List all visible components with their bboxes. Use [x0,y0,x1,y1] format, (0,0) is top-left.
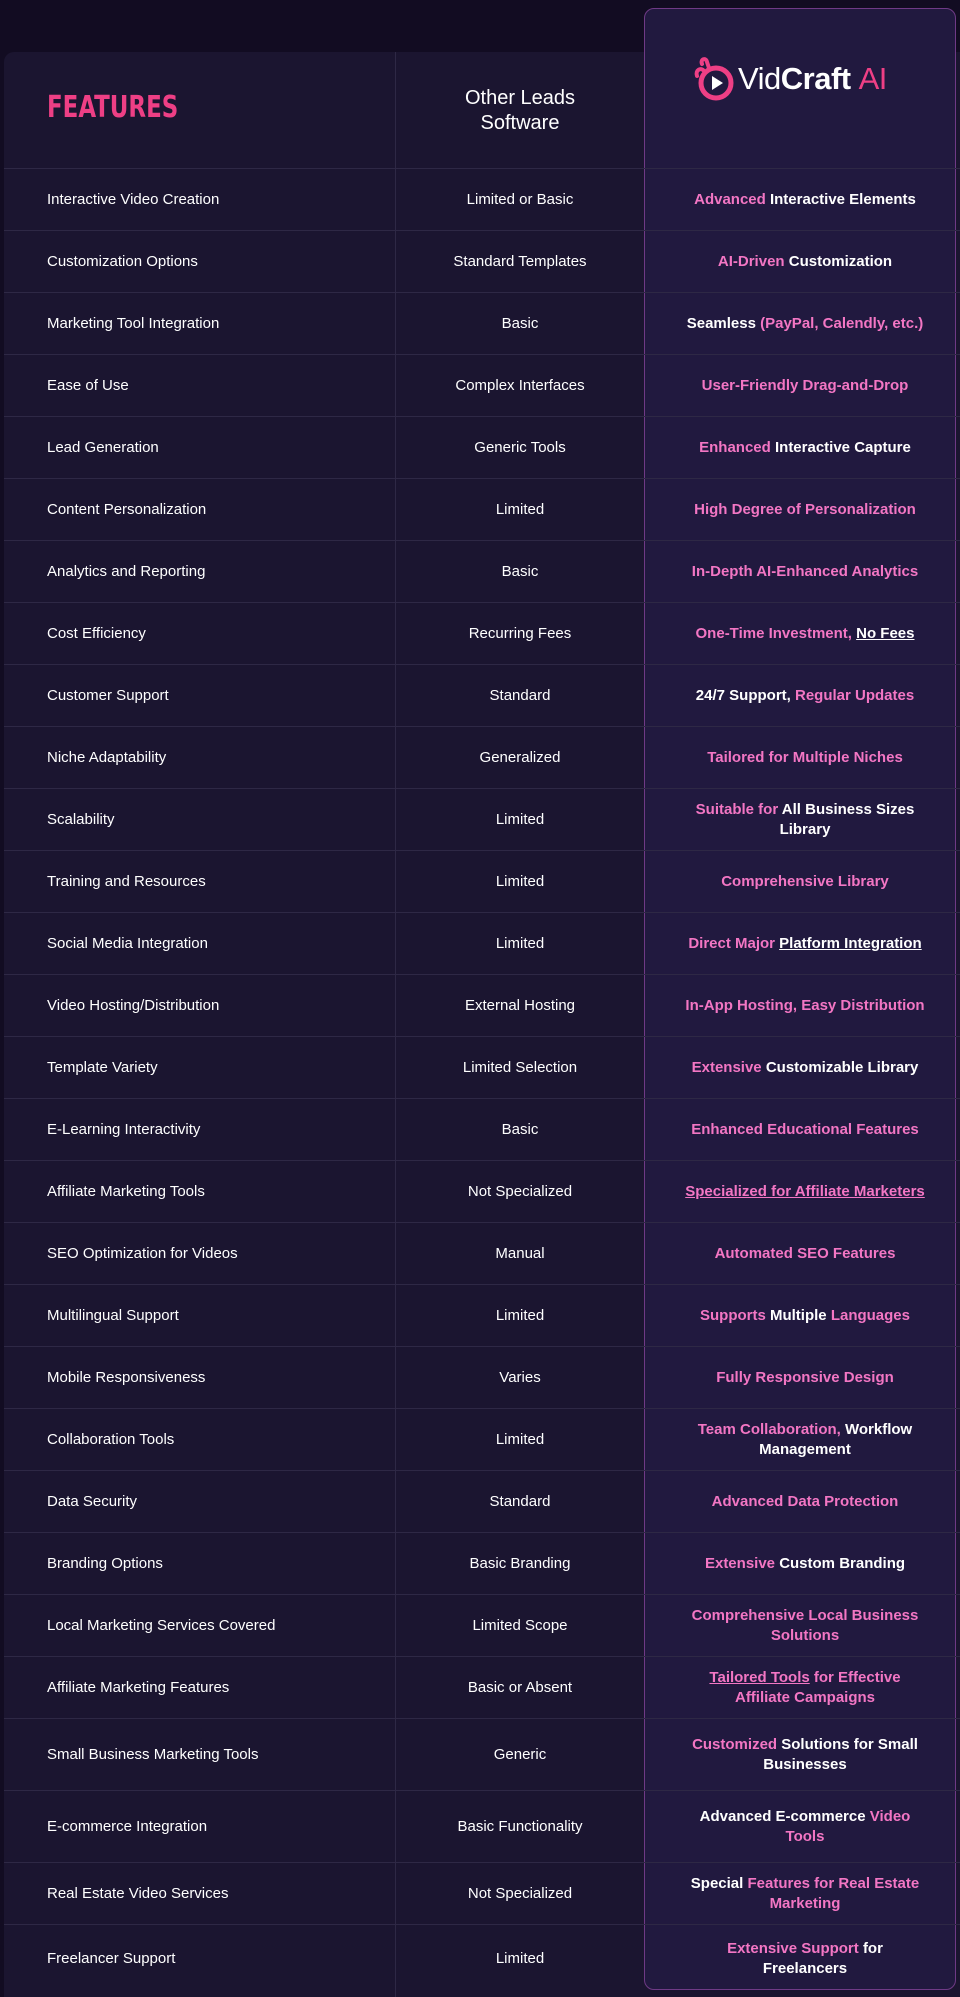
feature-name: SEO Optimization for Videos [47,1245,238,1262]
vidcraft-value-segment: 24/7 Support, [695,686,795,704]
feature-name: Multilingual Support [47,1307,179,1324]
other-software-value: Not Specialized [467,1885,573,1902]
logo-wordmark [738,61,887,97]
vidcraft-value-segment: Interactive Capture [774,438,911,456]
vidcraft-value [684,665,926,726]
other-software-value: Basic Branding [469,1555,571,1572]
table-row [4,478,960,540]
vidcraft-logo [692,56,887,102]
logo-craft: Craft [780,61,851,96]
other-software-value: Basic [501,1121,539,1138]
feature-name: Interactive Video Creation [47,191,220,208]
other-software-value: Standard [489,1493,551,1510]
vidcraft-value [684,1595,926,1656]
other-software-value: Limited [495,1431,545,1448]
other-heading-line1: Other Leads [464,87,576,109]
vidcraft-value-segment: Advanced E-commerce [699,1807,870,1825]
vidcraft-value-text [712,1492,899,1512]
table-row [4,354,960,416]
vidcraft-value-segment: Tailored for Multiple Niches [707,748,903,766]
vidcraft-value-segment: Automated SEO Features [714,1244,896,1262]
vidcraft-value [684,541,926,602]
vidcraft-value-segment: Extensive [691,1058,766,1076]
table-row [4,1408,960,1470]
logo-vid: Vid [738,61,781,96]
table-row [4,1594,960,1656]
vidcraft-value-text [716,1368,894,1388]
vidcraft-value-segment: Interactive Elements [769,190,916,208]
feature-name: Freelancer Support [47,1950,176,1967]
vidcraft-value-text [702,376,909,396]
vidcraft-value [684,479,926,540]
table-body [4,168,960,1992]
vidcraft-value-text [684,800,926,840]
vidcraft-value-segment[interactable]: No Fees [856,624,915,642]
vidcraft-value [684,1161,926,1222]
vidcraft-value-segment: Workflow Management [759,1420,913,1458]
vidcraft-value [684,603,926,664]
vidcraft-value-segment: Customizable Library [765,1058,919,1076]
table-row [4,850,960,912]
vidcraft-value-segment: Advanced Data Protection [711,1492,899,1510]
vidcraft-value-text [718,252,892,272]
vidcraft-value-segment: Extensive Support [727,1939,863,1957]
vidcraft-value [684,1471,926,1532]
vidcraft-value-segment: (PayPal, Calendly, etc.) [760,314,924,332]
other-software-value: Basic [501,563,539,580]
vidcraft-value [684,1791,926,1862]
vidcraft-value-text [692,562,918,582]
vidcraft-value-text [700,1306,910,1326]
vidcraft-value-segment: Fully Responsive Design [716,1368,894,1386]
table-row [4,1098,960,1160]
vidcraft-value-segment: All Business Sizes Library [779,800,915,838]
vidcraft-value-text [715,1244,896,1264]
vidcraft-value-segment: Multiple [769,1306,831,1324]
vidcraft-value-segment[interactable]: Platform Integration [779,934,922,952]
feature-name: Collaboration Tools [47,1431,175,1448]
feature-name: Data Security [47,1493,138,1510]
vidcraft-value-segment: High Degree of Personalization [694,500,916,518]
feature-name: Niche Adaptability [47,749,167,766]
feature-name: Mobile Responsiveness [47,1369,206,1386]
vidcraft-value-text [692,1058,919,1078]
vidcraft-value-text [684,1735,926,1775]
vidcraft-value [684,1037,926,1098]
vidcraft-value [684,1285,926,1346]
table-row [4,416,960,478]
table-row [4,726,960,788]
vidcraft-value-segment: Advanced [694,190,770,208]
play-hand-icon [692,56,736,102]
feature-name: Scalability [47,811,115,828]
vidcraft-value [684,1925,926,1992]
vidcraft-value-segment: Customization [788,252,893,270]
vidcraft-value-segment: Solutions for Small Businesses [763,1735,918,1773]
vidcraft-value-text [685,996,924,1016]
vidcraft-value-text [684,1606,926,1646]
vidcraft-value-segment: Direct Major [688,934,780,952]
other-software-value: Complex Interfaces [455,377,585,394]
feature-name: Local Marketing Services Covered [47,1617,276,1634]
other-software-value: Limited [495,873,545,890]
other-software-heading [395,86,645,136]
other-software-value: Manual [495,1245,545,1262]
vidcraft-value-segment: Customized [692,1735,782,1753]
table-row [4,1718,960,1790]
vidcraft-value [684,1409,926,1470]
vidcraft-value [684,1657,926,1718]
table-row [4,1346,960,1408]
feature-name: Analytics and Reporting [47,563,206,580]
vidcraft-value-text [684,1668,926,1708]
table-row [4,292,960,354]
vidcraft-value-segment: Video Tools [785,1807,911,1845]
vidcraft-value-text [684,1874,926,1914]
vidcraft-value-text [684,1420,926,1460]
table-row [4,1222,960,1284]
vidcraft-value-text [696,686,914,706]
table-row [4,1790,960,1862]
vidcraft-value-text [705,1554,905,1574]
feature-name: Content Personalization [47,501,207,518]
feature-name: Template Variety [47,1059,158,1076]
feature-name: Affiliate Marketing Tools [47,1183,205,1200]
vidcraft-value [684,293,926,354]
vidcraft-value-segment: AI-Driven [717,252,789,270]
features-heading: FEATURES [47,90,179,125]
table-row [4,1924,960,1992]
vidcraft-value-segment: Languages [830,1306,910,1324]
table-row [4,602,960,664]
vidcraft-value-segment: Supports [699,1306,770,1324]
vidcraft-value-segment: for Freelancers [762,1939,883,1977]
table-row [4,540,960,602]
other-software-value: Limited or Basic [466,191,574,208]
feature-name: Training and Resources [47,873,206,890]
vidcraft-value-text [696,624,915,644]
vidcraft-value [684,1347,926,1408]
other-software-value: Limited [495,811,545,828]
feature-name: Social Media Integration [47,935,208,952]
other-software-value: Basic or Absent [467,1679,573,1696]
feature-name: E-commerce Integration [47,1818,208,1835]
other-software-value: Standard [489,687,551,704]
table-row [4,1656,960,1718]
vidcraft-value-segment[interactable]: Specialized for Affiliate Marketers [685,1182,925,1200]
vidcraft-value-segment: Enhanced [699,438,775,456]
other-software-value: Basic Functionality [457,1818,583,1835]
vidcraft-value-segment: Seamless [686,314,761,332]
table-row [4,912,960,974]
other-software-value: Generalized [479,749,561,766]
vidcraft-value-segment: Comprehensive Library [721,872,889,890]
vidcraft-value [684,231,926,292]
feature-name: Video Hosting/Distribution [47,997,220,1014]
vidcraft-value [684,1099,926,1160]
table-row [4,1470,960,1532]
vidcraft-value [684,913,926,974]
vidcraft-value [684,789,926,850]
other-software-value: External Hosting [464,997,576,1014]
table-row [4,788,960,850]
other-software-value: Generic Tools [474,439,566,456]
vidcraft-value-segment: Special [690,1874,748,1892]
vidcraft-value-text [684,1807,926,1847]
table-row [4,230,960,292]
vidcraft-value-text [707,748,903,768]
other-software-value: Limited [495,1950,545,1967]
feature-name: Branding Options [47,1555,163,1572]
vidcraft-value [684,417,926,478]
vidcraft-value-segment: In-App Hosting, Easy Distribution [685,996,925,1014]
vidcraft-value [684,727,926,788]
feature-name: Small Business Marketing Tools [47,1746,259,1763]
vidcraft-value [684,975,926,1036]
vidcraft-value [684,1863,926,1924]
vidcraft-value-text [699,438,911,458]
other-software-value: Limited [495,935,545,952]
vidcraft-value-segment: Custom Branding [779,1554,906,1572]
vidcraft-value-text [687,314,924,334]
other-software-value: Basic [501,315,539,332]
vidcraft-value-text [688,934,921,954]
vidcraft-value [684,1719,926,1790]
table-row [4,1160,960,1222]
other-software-value: Varies [499,1369,541,1386]
other-software-value: Standard Templates [453,253,587,270]
vidcraft-value-segment: Suitable for [695,800,782,818]
vidcraft-value-text [721,872,889,892]
vidcraft-value-segment: One-Time Investment, [695,624,857,642]
logo-ai: AI [858,61,887,96]
feature-name: Real Estate Video Services [47,1885,229,1902]
vidcraft-value [684,1223,926,1284]
table-row [4,1862,960,1924]
feature-name: Affiliate Marketing Features [47,1679,230,1696]
other-heading-line2: Software [480,112,560,134]
vidcraft-value-text [691,1120,919,1140]
table-row [4,664,960,726]
vidcraft-value-segment: Features for Real Estate Marketing [747,1874,920,1912]
vidcraft-value-segment[interactable]: Tailored Tools [709,1668,810,1686]
vidcraft-value-text [694,190,916,210]
other-software-value: Recurring Fees [468,625,572,642]
vidcraft-value-segment: for Effective Affiliate Campaigns [734,1668,901,1706]
vidcraft-value-segment: Extensive [704,1554,780,1572]
vidcraft-value [684,851,926,912]
vidcraft-value-text [685,1182,925,1202]
other-software-value: Limited [495,501,545,518]
feature-name: E-Learning Interactivity [47,1121,201,1138]
feature-name: Ease of Use [47,377,129,394]
vidcraft-value-segment: In-Depth AI-Enhanced Analytics [691,562,919,580]
vidcraft-value-segment: User-Friendly Drag-and-Drop [701,376,909,394]
table-row [4,1532,960,1594]
other-software-value: Limited Selection [462,1059,578,1076]
vidcraft-value-segment: Enhanced Educational Features [691,1120,919,1138]
other-software-value: Limited [495,1307,545,1324]
table-row [4,974,960,1036]
other-software-value: Limited Scope [472,1617,568,1634]
vidcraft-value-segment: Team Collaboration, [697,1420,845,1438]
feature-name: Cost Efficiency [47,625,146,642]
feature-name: Lead Generation [47,439,159,456]
other-software-value: Not Specialized [467,1183,573,1200]
vidcraft-value-text [694,500,916,520]
vidcraft-value [684,1533,926,1594]
feature-name: Customization Options [47,253,198,270]
table-row [4,1284,960,1346]
vidcraft-value-segment: Comprehensive Local Business Solutions [691,1606,919,1644]
feature-name: Customer Support [47,687,169,704]
vidcraft-value [684,169,926,230]
vidcraft-value-text [684,1939,926,1979]
feature-name: Marketing Tool Integration [47,315,220,332]
vidcraft-value [684,355,926,416]
vidcraft-value-segment: Regular Updates [794,686,915,704]
other-software-value: Generic [493,1746,547,1763]
table-row [4,1036,960,1098]
table-row [4,168,960,230]
